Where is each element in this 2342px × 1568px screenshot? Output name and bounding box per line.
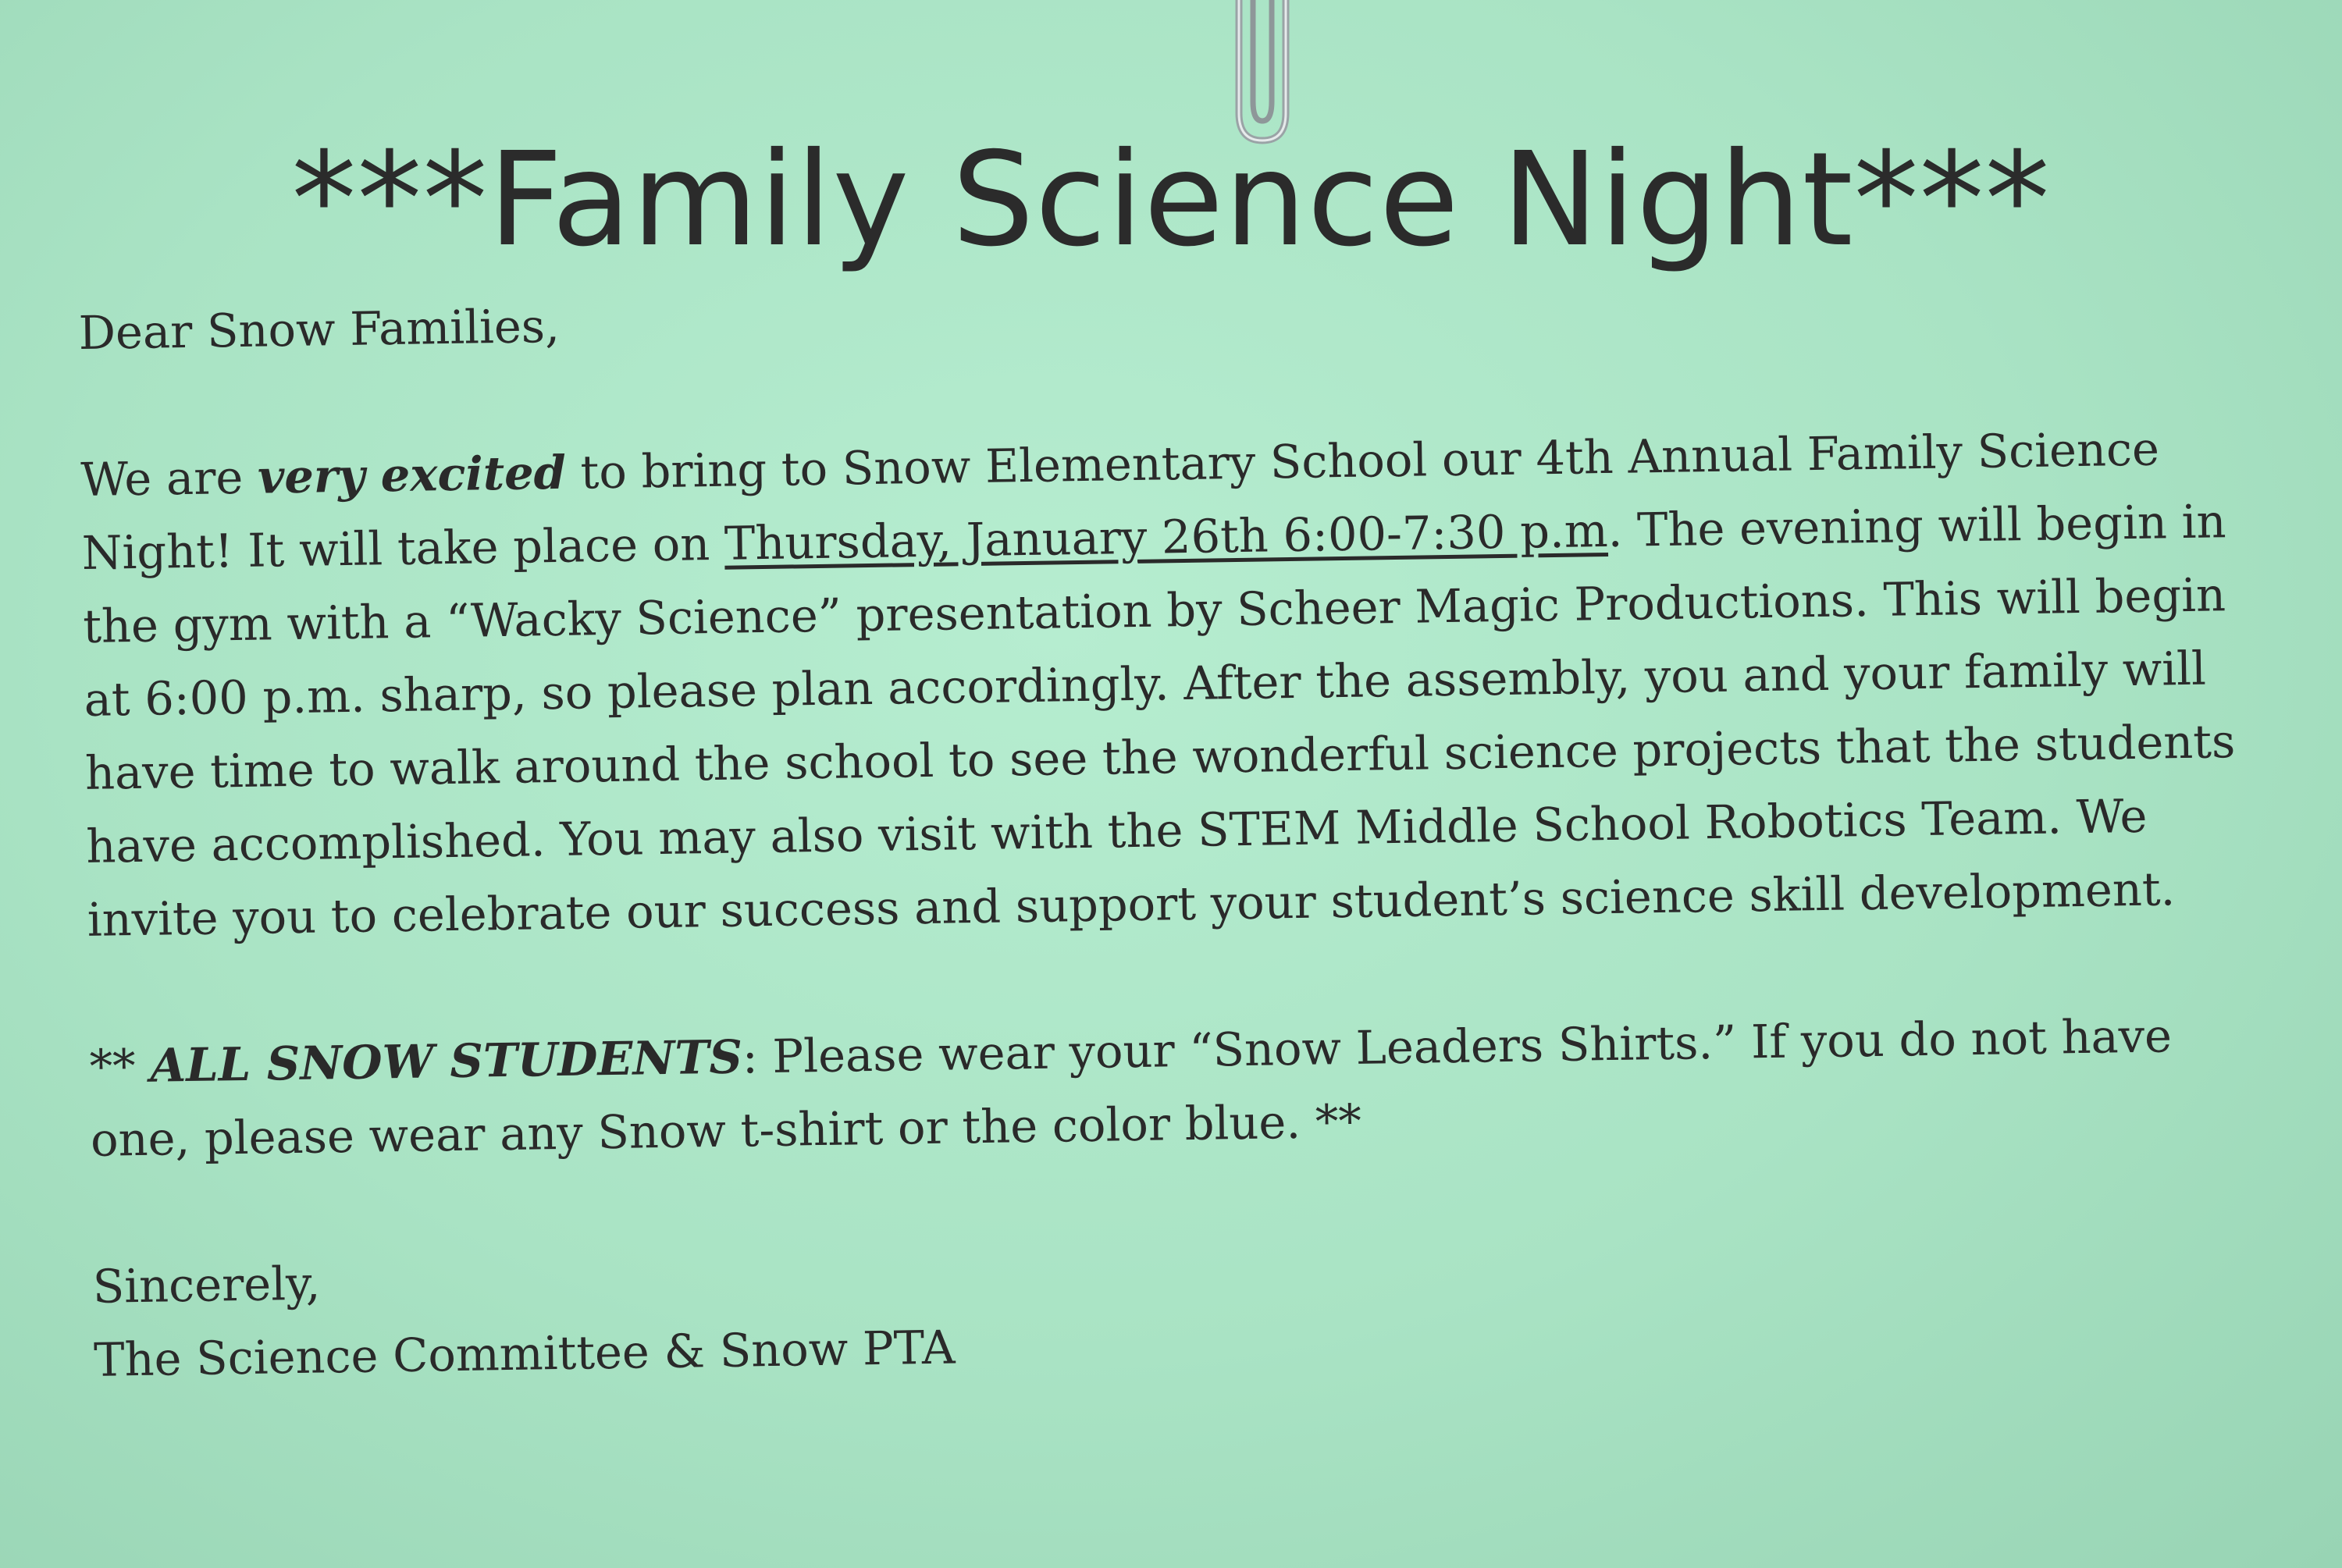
notice-heading: ALL SNOW STUDENTS (149, 1029, 743, 1093)
signature: The Science Committee & Snow PTA (93, 1320, 956, 1387)
closing: Sincerely, (92, 1256, 321, 1314)
notice-text: : Please wear your “Snow Leaders Shirts.” If you do not have one, please wear any Snow t-shirt or the color blue. ** (90, 1008, 2173, 1167)
greeting: Dear Snow Families, (78, 298, 561, 360)
event-description (80, 411, 2258, 957)
emphasis-text: very excited (257, 445, 567, 504)
student-notice (89, 998, 2261, 1177)
intro-after: to bring to Snow Elementary School our 4th Annual Family Science Night! It will take place on (81, 421, 2160, 580)
event-date: Thursday, January 26th 6:00-7:30 p.m (724, 503, 1609, 571)
event-details: . The evening will begin in the gym with a “Wacky Science” presentation by Scheer Magic Productions. This will begin at 6:00 p.m. sharp, so please plan accordingly. After the assembly, you and your family will have time to walk around the school to see the wonderful science projects that the students have accomplished. You may also visit with the STEM Middle School Robotics Team. We invite you to celebrate our success and support your student’s science skill development. (82, 494, 2236, 947)
notice-prefix: ** (89, 1038, 151, 1093)
letter-body (78, 265, 2265, 1397)
intro-before: We are (80, 450, 258, 507)
flyer-title: ***Family Science Night*** (291, 125, 2051, 276)
